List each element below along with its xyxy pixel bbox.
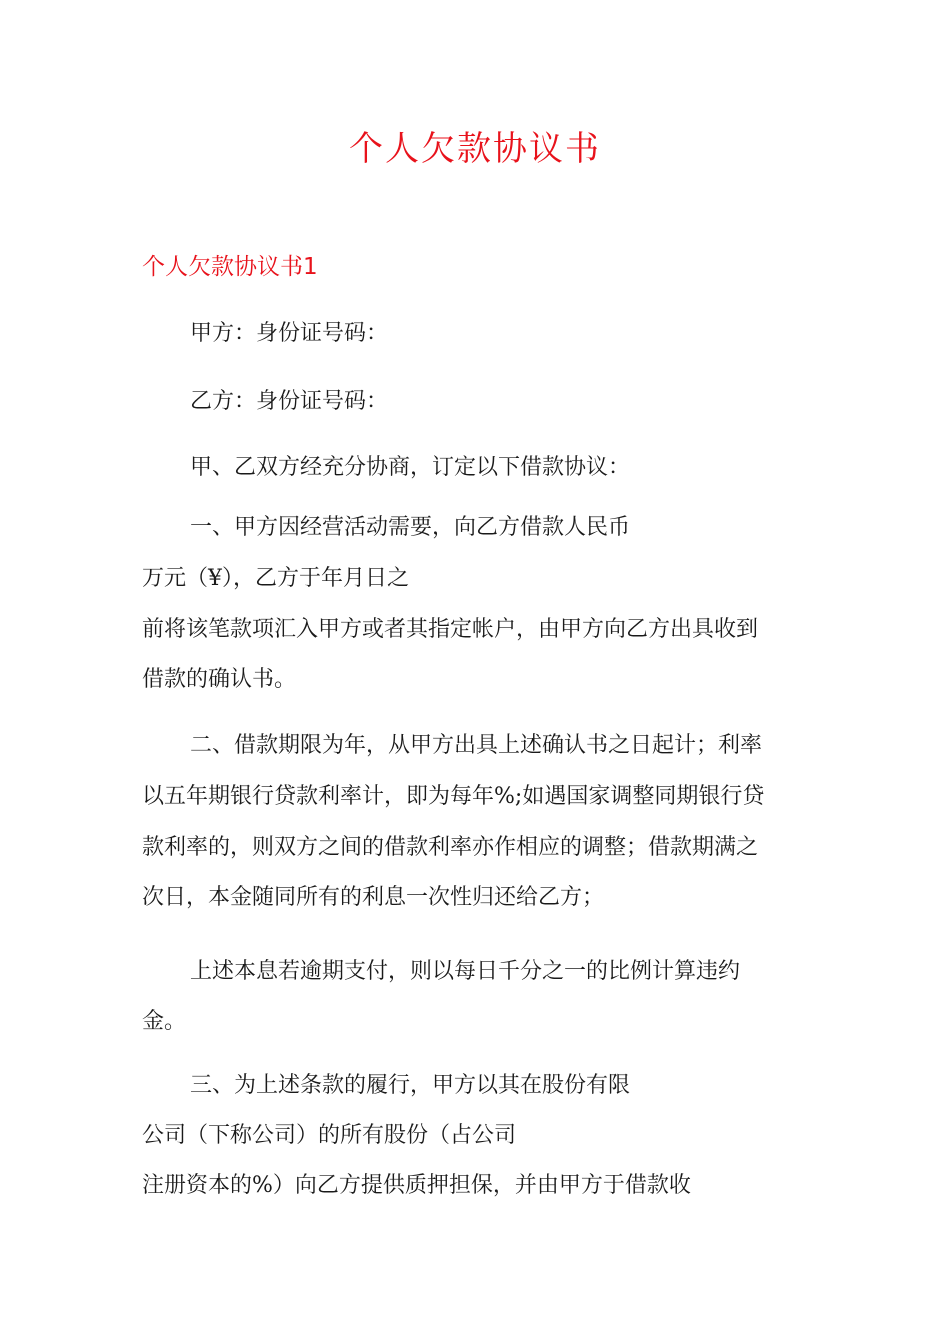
- clause-1-line: 一、甲方因经营活动需要，向乙方借款人民币: [190, 515, 631, 540]
- clause-2-line: 以五年期银行贷款利率计，即为每年%;如遇国家调整同期银行贷: [142, 784, 765, 809]
- clause-3-line: 三、为上述条款的履行，甲方以其在股份有限: [190, 1073, 631, 1098]
- party-a-line: 甲方：身份证号码：: [190, 321, 389, 346]
- document-title: 个人欠款协议书: [349, 129, 601, 169]
- penalty-line: 金。: [142, 1009, 187, 1034]
- clause-2-line: 次日，本金随同所有的利息一次性归还给乙方；: [142, 885, 605, 910]
- clause-1-line: 万元（¥），乙方于年月日之: [142, 566, 409, 591]
- clause-2-line: 款利率的，则双方之间的借款利率亦作相应的调整；借款期满之: [142, 835, 759, 860]
- section-heading: 个人欠款协议书1: [142, 254, 318, 280]
- clause-1-line: 借款的确认书。: [142, 667, 297, 692]
- clause-3-line: 公司（下称公司）的所有股份（占公司: [142, 1123, 517, 1148]
- clause-2-line: 二、借款期限为年，从甲方出具上述确认书之日起计；利率: [190, 733, 763, 758]
- party-b-line: 乙方：身份证号码：: [190, 389, 389, 414]
- intro-line: 甲、乙双方经充分协商，订定以下借款协议：: [190, 455, 631, 480]
- penalty-line: 上述本息若逾期支付，则以每日千分之一的比例计算违约: [190, 959, 741, 984]
- clause-3-line: 注册资本的%）向乙方提供质押担保，并由甲方于借款收: [142, 1173, 691, 1198]
- clause-1-line: 前将该笔款项汇入甲方或者其指定帐户，由甲方向乙方出具收到: [142, 617, 759, 642]
